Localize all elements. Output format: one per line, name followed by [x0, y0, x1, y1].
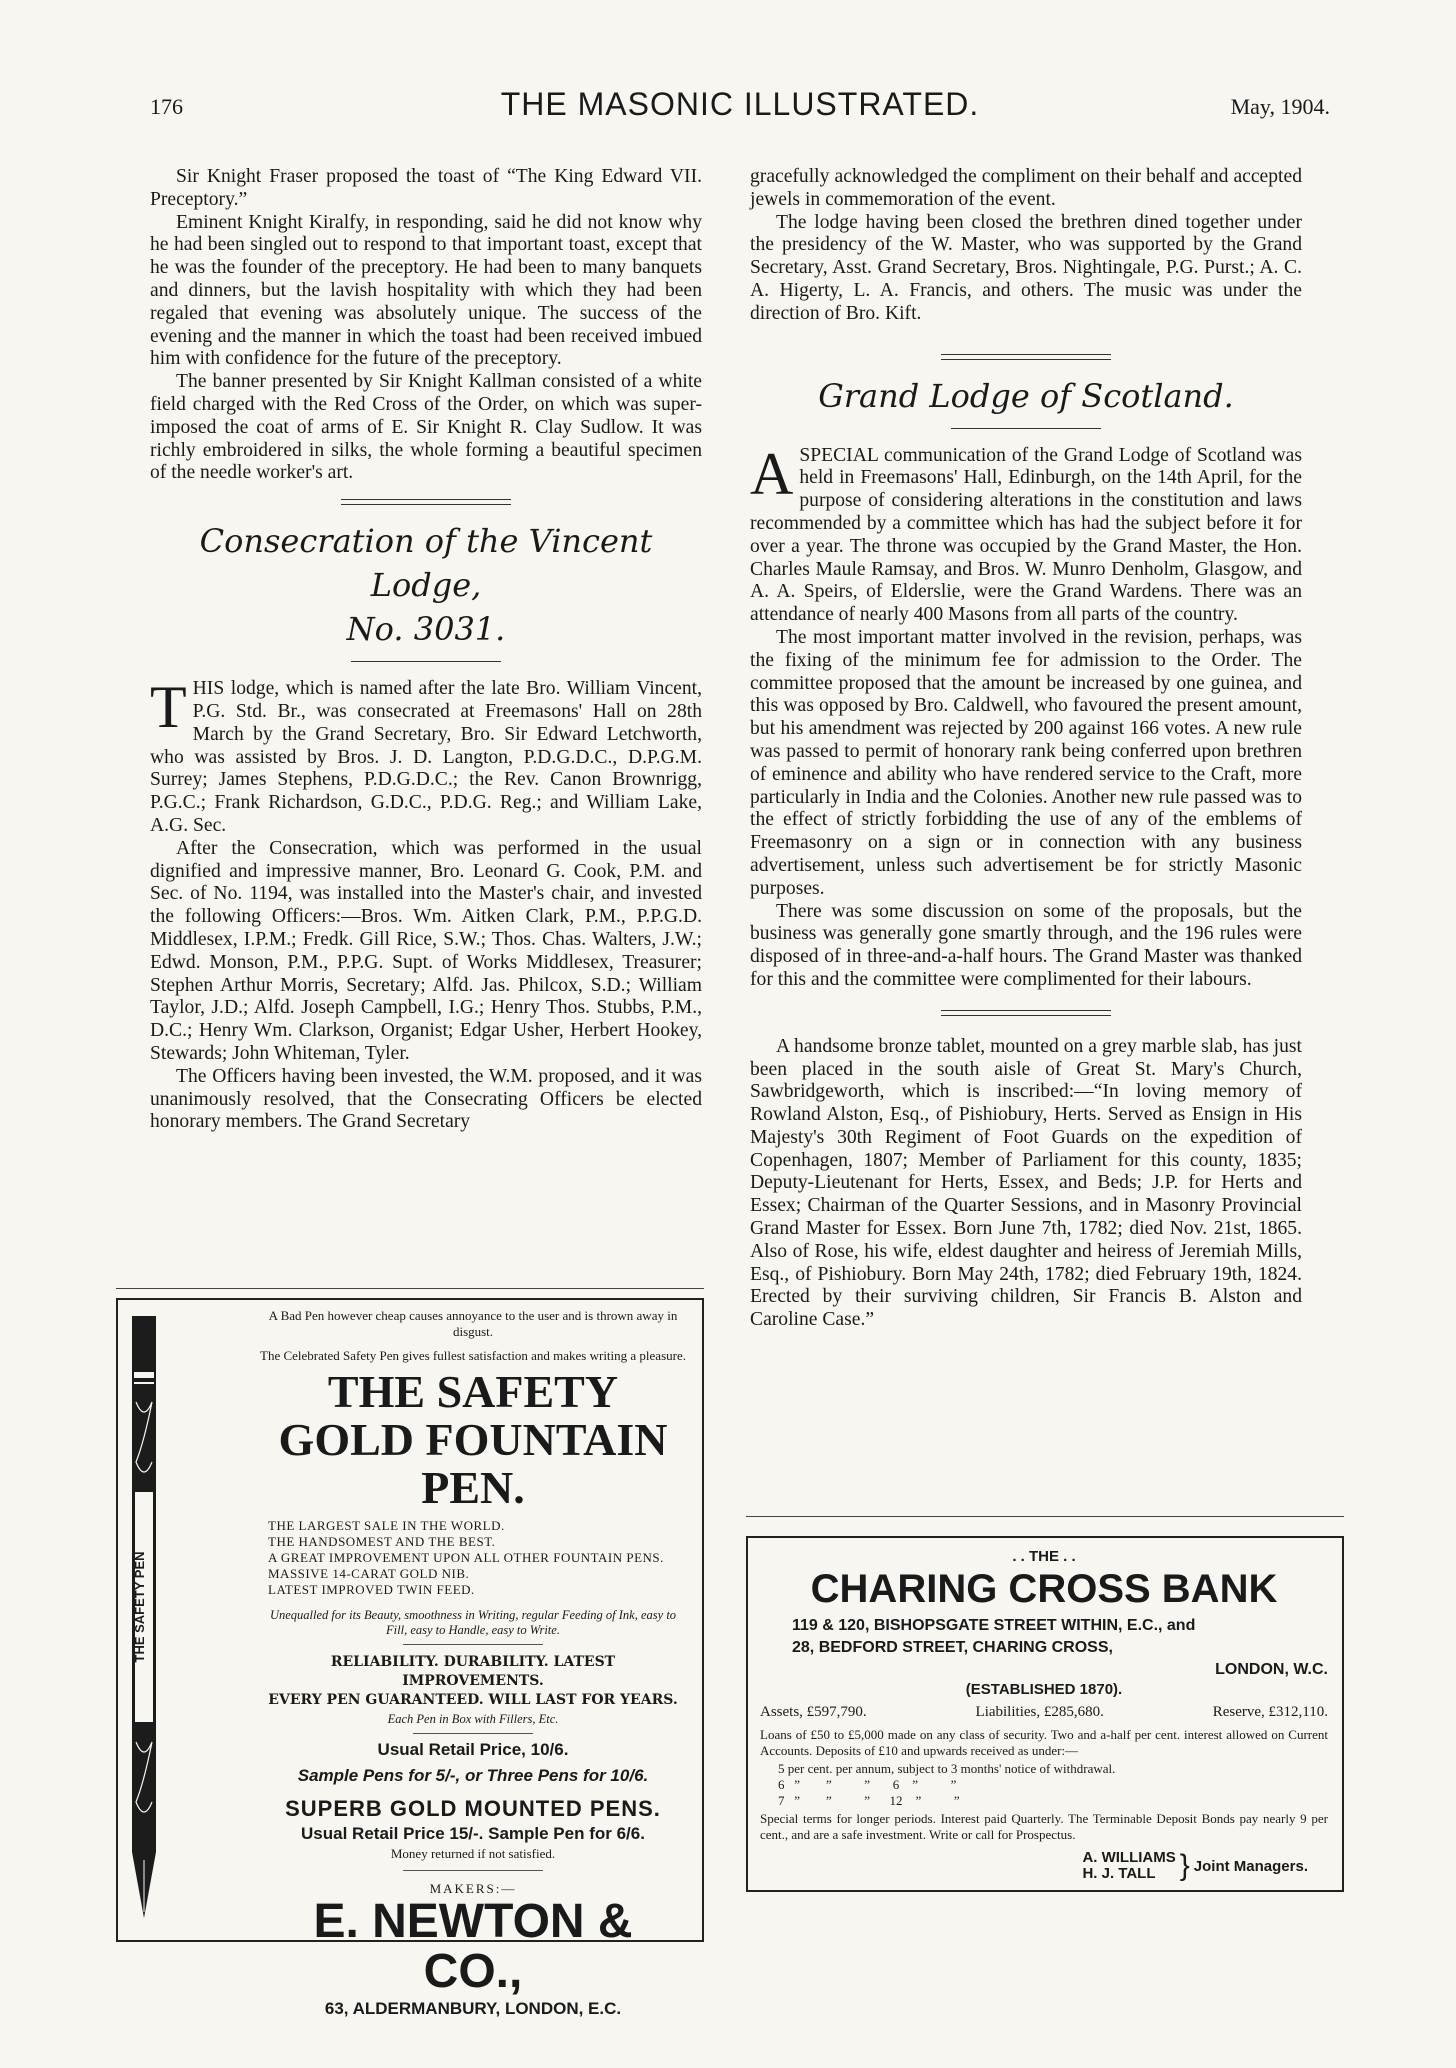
- paragraph: The lodge having been closed the brethren dined together under the presidency of the W. Master, who was supported by the Grand Secretary, Asst. Grand Secretary, Bros. Nightingale, P.G. Purst.; A. C. A. Higerty, L. A. Francis, and others. The music was under the direction of Bro. Kift.: [750, 211, 1302, 324]
- rate-row: 5 per cent. per annum, subject to 3 months' notice of withdrawal.: [778, 1761, 1116, 1776]
- section-divider: [941, 1010, 1111, 1016]
- paragraph: Eminent Knight Kiralfy, in responding, said he did not know why he had been singled out to respond to that important toast, except that he was the founder of the preceptory. He had been to many banquets and dinners, but the lavish hospitality with which they had been regaled that evening was absolutely unique. The success of the evening and the manner in which the toast had been received imbued him with confidence for the future of the preceptory.: [150, 211, 702, 370]
- manager-names: [1082, 1850, 1175, 1882]
- ad-features: EVERY PEN GUARANTEED. WILL LAST FOR YEARS.: [268, 1692, 678, 1708]
- bank-advertisement: [746, 1536, 1344, 1892]
- page-number: 176: [150, 94, 183, 119]
- company-address: 63, ALDERMANBURY, LONDON, E.C.: [324, 1999, 622, 2018]
- reserve: Reserve, £312,110.: [1212, 1704, 1328, 1720]
- price: Usual Retail Price 15/-. Sample Pen for 6/6.: [301, 1824, 645, 1843]
- ad-heading: THE SAFETY: [327, 1366, 619, 1417]
- brace-glyph: }: [1179, 1849, 1190, 1882]
- drop-cap: A: [750, 440, 794, 507]
- title-underline: [951, 428, 1101, 429]
- pen-ad-copy: [258, 1300, 688, 2019]
- ad-note: Money returned if not satisfied.: [390, 1846, 556, 1861]
- bank-the: . . THE . .: [1012, 1548, 1076, 1565]
- bank-special-text: Special terms for longer periods. Interest paid Quarterly. The Terminable Deposit Bonds pay nearly 9 per cent., and are a safe investment. Write or call for Prospectus.: [760, 1811, 1328, 1842]
- list-item: THE LARGEST SALE IN THE WORLD.: [268, 1518, 505, 1533]
- paragraph: A handsome bronze tablet, mounted on a grey marble slab, has just been placed in the south aisle of Great St. Mary's Church, Sawbridgeworth, which is inscribed:—“In loving memory of Rowland Alston, Esq., of Pishiobury, Herts. Served as Ensign in His Majesty's 30th Regiment of Foot Guards on the expedition of Copenhagen, 1807; Member of Parliament for this county, 1835; Deputy-Lieutenant for Herts, Essex, and Beds; J.P. for Herts and Essex; Chairman of the Quarter Sessions, and in Masonry Provincial Grand Master for Essex. Born June 7th, 1782; died Nov. 21st, 1865. Also of Rose, his wife, eldest daughter and heiress of Jeremiah Mills, Esq., of Pishiobury. Born May 24th, 1782; died February 19th, 1824. Erected by their surviving children, Sir Francis B. Alston and Caroline Case.”: [750, 1035, 1302, 1331]
- ad-note: Each Pen in Box with Fillers, Etc.: [387, 1712, 559, 1726]
- price: Usual Retail Price, 10/6.: [377, 1740, 569, 1759]
- pen-barrel-label: THE SAFETY PEN: [132, 1551, 147, 1663]
- section-divider: [341, 499, 511, 505]
- lead-paragraph: [150, 674, 702, 838]
- price: Sample Pens for 5/-, or Three Pens for 10/6.: [297, 1766, 649, 1785]
- divider: [403, 1870, 543, 1871]
- bank-ad-copy: [760, 1548, 1328, 1883]
- ad-italic-text: Unequalled for its Beauty, smoothness in Writing, regular Feeding of Ink, easy to Fill, easy to Handle, easy to Write.: [269, 1608, 677, 1637]
- rate-row: 7 ” ” ” 12 ” ”: [778, 1793, 960, 1808]
- running-head: [150, 86, 1330, 126]
- ad-top-rule: [746, 1516, 1344, 1517]
- paragraph: The banner presented by Sir Knight Kallman consisted of a white field charged with the Red Cross of the Order, on which was super-imposed the coat of arms of E. Sir Knight R. Clay Sudlow. It was richly embroidered in silks, the whole forming a beautiful specimen of the needle worker's art.: [150, 371, 702, 484]
- paragraph: After the Consecration, which was performed in the usual dignified and impressive manner, Bro. Leonard G. Cook, P.M. and Sec. of No. 1194, was installed into the Master's chair, and invested the following Officers:—Bros. Wm. Aitken Clark, P.M., P.P.G.D. Middlesex, I.P.M.; Fredk. Gill Rice, S.W.; Thos. Chas. Walters, J.W.; Edwd. Monson, P.M., P.P.G. Supt. of Works Middlesex, Treasurer; Stephen Arthur Morris, Secretary; Alfd. Jas. Philcox, S.D.; William Taylor, J.D.; Alfd. Joseph Campbell, I.G.; Henry Thos. Stubbs, P.M., D.C.; Henry Wm. Clarkson, Organist; Edgar Usher, Herbert Hookey, Stewards; John Whiteman, Tyler.: [150, 837, 702, 1064]
- list-item: THE HANDSOMEST AND THE BEST.: [268, 1534, 496, 1549]
- section-title-line: No. 3031.: [346, 610, 506, 649]
- list-item: A GREAT IMPROVEMENT UPON ALL OTHER FOUNTAIN PENS.: [268, 1550, 664, 1565]
- paragraph: gracefully acknowledged the compliment on their behalf and accepted jewels in commemoration of the event.: [750, 166, 1302, 210]
- bank-loans-text: Loans of £50 to £5,000 made on any class of security. Two and a-half per cent. interest allowed on Current Accounts. Deposits of £10 and upwards received as under:—: [760, 1727, 1328, 1758]
- drop-cap: T: [150, 674, 187, 741]
- assets: Assets, £597,790.: [760, 1704, 867, 1720]
- fountain-pen-icon: [124, 1312, 164, 1924]
- bank-established: (ESTABLISHED 1870).: [965, 1681, 1123, 1698]
- paragraph: The Officers having been invested, the W.M. proposed, and it was unanimously resolved, that the Consecrating Officers be elected honorary members. The Grand Secretary: [150, 1065, 702, 1133]
- bank-rates: [778, 1761, 1328, 1809]
- paragraph: SPECIAL communication of the Grand Lodge of Scotland was held in Freemasons' Hall, Edinburgh, on the 14th April, for the purpose of considering alterations in the constitution and laws recommended by a committee which has had the subject before it for over a year. The throne was occupied by the Grand Master, the Hon. Charles Maule Ramsay, and Bros. W. Munro Denholm, Glasgow, and A. A. Speirs, of Elderslie, were the Grand Wardens. There was an attendance of nearly 400 Masons from all parts of the country.: [750, 444, 1302, 626]
- list-item: MASSIVE 14-CARAT GOLD NIB.: [268, 1566, 470, 1581]
- section-title-grand-lodge-scotland: Grand Lodge of Scotland.: [818, 376, 1234, 415]
- bank-name: CHARING CROSS BANK: [810, 1567, 1278, 1611]
- makers-label: MAKERS:—: [429, 1881, 517, 1896]
- divider: [403, 1644, 543, 1645]
- section-title-line: Consecration of the Vincent Lodge,: [199, 522, 653, 605]
- title-underline: [351, 661, 501, 662]
- ad-subheading: SUPERB GOLD MOUNTED PENS.: [285, 1796, 661, 1821]
- bank-figures: [760, 1704, 1328, 1721]
- section-divider: [941, 354, 1111, 360]
- right-column: [750, 166, 1302, 1332]
- ad-heading: GOLD FOUNTAIN PEN.: [278, 1414, 668, 1513]
- issue-date: May, 1904.: [1230, 94, 1330, 119]
- company-name: E. NEWTON & CO.,: [313, 1895, 633, 1998]
- left-column: [150, 166, 702, 1134]
- ad-text: A Bad Pen however cheap causes annoyance to the user and is thrown away in disgust.: [268, 1308, 678, 1339]
- manager-name: A. WILLIAMS: [1082, 1849, 1176, 1866]
- bank-address: 119 & 120, BISHOPSGATE STREET WITHIN, E.C., and: [792, 1617, 1196, 1634]
- managers-label: Joint Managers.: [1193, 1857, 1308, 1875]
- list-item: LATEST IMPROVED TWIN FEED.: [268, 1582, 475, 1597]
- manager-name: H. J. TALL: [1082, 1865, 1156, 1882]
- bank-city: LONDON, W.C.: [1215, 1661, 1328, 1678]
- pen-advertisement: [116, 1298, 704, 2018]
- ad-features: RELIABILITY. DURABILITY. LATEST IMPROVEMENTS.: [330, 1654, 616, 1689]
- feature-list: [268, 1518, 688, 1598]
- paragraph: Sir Knight Fraser proposed the toast of “The King Edward VII. Preceptory.”: [150, 166, 702, 210]
- divider: [413, 1733, 533, 1734]
- bank-managers: [760, 1849, 1308, 1883]
- liabilities: Liabilities, £285,680.: [975, 1704, 1104, 1720]
- bank-address: 28, BEDFORD STREET, CHARING CROSS,: [792, 1639, 1113, 1656]
- ad-text: The Celebrated Safety Pen gives fullest satisfaction and makes writing a pleasure.: [260, 1348, 686, 1363]
- ad-top-rule: [116, 1288, 704, 1289]
- paragraph: There was some discussion on some of the proposals, but the business was generally gone smartly through, and the 196 rules were disposed of in three-and-a-half hours. The Grand Master was thanked for this and the committee were complimented for their labours.: [750, 900, 1302, 990]
- section-title-vincent-lodge: [150, 519, 702, 651]
- lead-paragraph: [750, 440, 1302, 627]
- paragraph: HIS lodge, which is named after the late Bro. William Vincent, P.G. Std. Br., was consecrated at Freemasons' Hall on 28th March by the Grand Secretary, Bro. Sir Edward Letchworth, who was assisted by Bros. J. D. Langton, P.D.G.D.C., D.P.G.M. Surrey; James Stephens, P.D.G.D.C.; the Rev. Canon Brownrigg, P.G.C.; Frank Richardson, G.D.C., P.D.G. Reg.; and William Lake, A.G. Sec.: [150, 678, 702, 836]
- publication-title: THE MASONIC ILLUSTRATED.: [500, 86, 980, 122]
- rate-row: 6 ” ” ” 6 ” ”: [778, 1777, 957, 1792]
- paragraph: The most important matter involved in the revision, perhaps, was the fixing of the minimum fee for admission to the Order. The committee proposed that the amount be increased by one guinea, and this was opposed by Bro. Caldwell, who favoured the present amount, but his amendment was rejected by 200 against 166 votes. A new rule was passed to permit of honorary rank being conferred upon brethren of eminence and ability who have rendered service to the Craft, more particularly in India and the Colonies. Another new rule passed was to the effect of strictly forbidding the use of any of the emblems of Freemasonry on a sign or in connection with any business advertisement, unless such advertisement be for strictly Masonic purposes.: [750, 626, 1302, 899]
